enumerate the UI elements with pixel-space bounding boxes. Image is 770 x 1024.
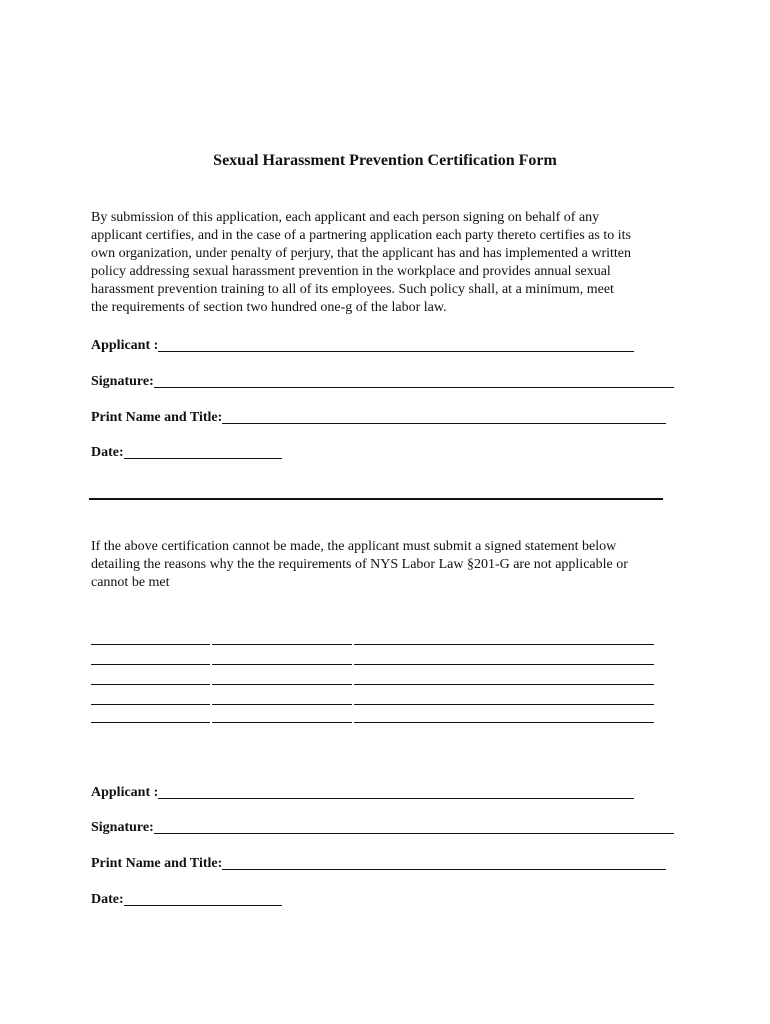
applicant-field[interactable] xyxy=(91,334,634,354)
statement-blank-line[interactable] xyxy=(91,664,654,665)
statement-blank-line[interactable] xyxy=(91,644,654,645)
exception-line: detailing the reasons why the the requirements of NYS Labor Law §201-G are not applicable or xyxy=(91,557,628,572)
print-name-label: Print Name and Title: xyxy=(91,856,223,871)
statement-blank-line[interactable] xyxy=(91,722,654,723)
print-name-line[interactable] xyxy=(222,409,666,424)
section-divider xyxy=(89,498,663,500)
print-name-line[interactable] xyxy=(222,855,666,870)
applicant-line[interactable] xyxy=(158,784,634,799)
statement-blank-line[interactable] xyxy=(91,704,654,705)
print-name-field[interactable] xyxy=(91,406,666,426)
signature-field[interactable] xyxy=(91,370,674,390)
signature-label: Signature: xyxy=(91,820,154,835)
statement-line: the requirements of section two hundred one-g of the labor law. xyxy=(91,300,447,315)
certification-statement xyxy=(91,209,691,317)
date-line[interactable] xyxy=(124,444,282,459)
statement-blank-line[interactable] xyxy=(91,684,654,685)
statement-line: own organization, under penalty of perjury, that the applicant has and has implemented a written xyxy=(91,246,631,261)
exception-line: If the above certification cannot be made, the applicant must submit a signed statement below xyxy=(91,539,617,554)
statement-line: policy addressing sexual harassment prevention in the workplace and provides annual sexual xyxy=(91,264,611,279)
signature-label: Signature: xyxy=(91,374,154,389)
print-name-field[interactable] xyxy=(91,852,666,872)
statement-line: harassment prevention training to all of its employees. Such policy shall, at a minimum, meet xyxy=(91,282,614,297)
signature-line[interactable] xyxy=(154,373,674,388)
signature-field[interactable] xyxy=(91,816,674,836)
exception-line: cannot be met xyxy=(91,575,170,590)
applicant-label: Applicant : xyxy=(91,338,159,353)
date-line[interactable] xyxy=(124,891,282,906)
print-name-label: Print Name and Title: xyxy=(91,410,223,425)
date-field[interactable] xyxy=(91,888,282,908)
date-label: Date: xyxy=(91,892,124,907)
signature-line[interactable] xyxy=(154,819,674,834)
form-title: Sexual Harassment Prevention Certification Form xyxy=(213,152,557,169)
applicant-line[interactable] xyxy=(158,337,634,352)
date-label: Date: xyxy=(91,445,124,460)
statement-line: applicant certifies, and in the case of a partnering application each party thereto certifies as to its xyxy=(91,228,631,243)
exception-statement xyxy=(91,538,691,592)
applicant-label: Applicant : xyxy=(91,785,159,800)
applicant-field[interactable] xyxy=(91,781,634,801)
date-field[interactable] xyxy=(91,441,282,461)
statement-line: By submission of this application, each applicant and each person signing on behalf of any xyxy=(91,210,600,225)
